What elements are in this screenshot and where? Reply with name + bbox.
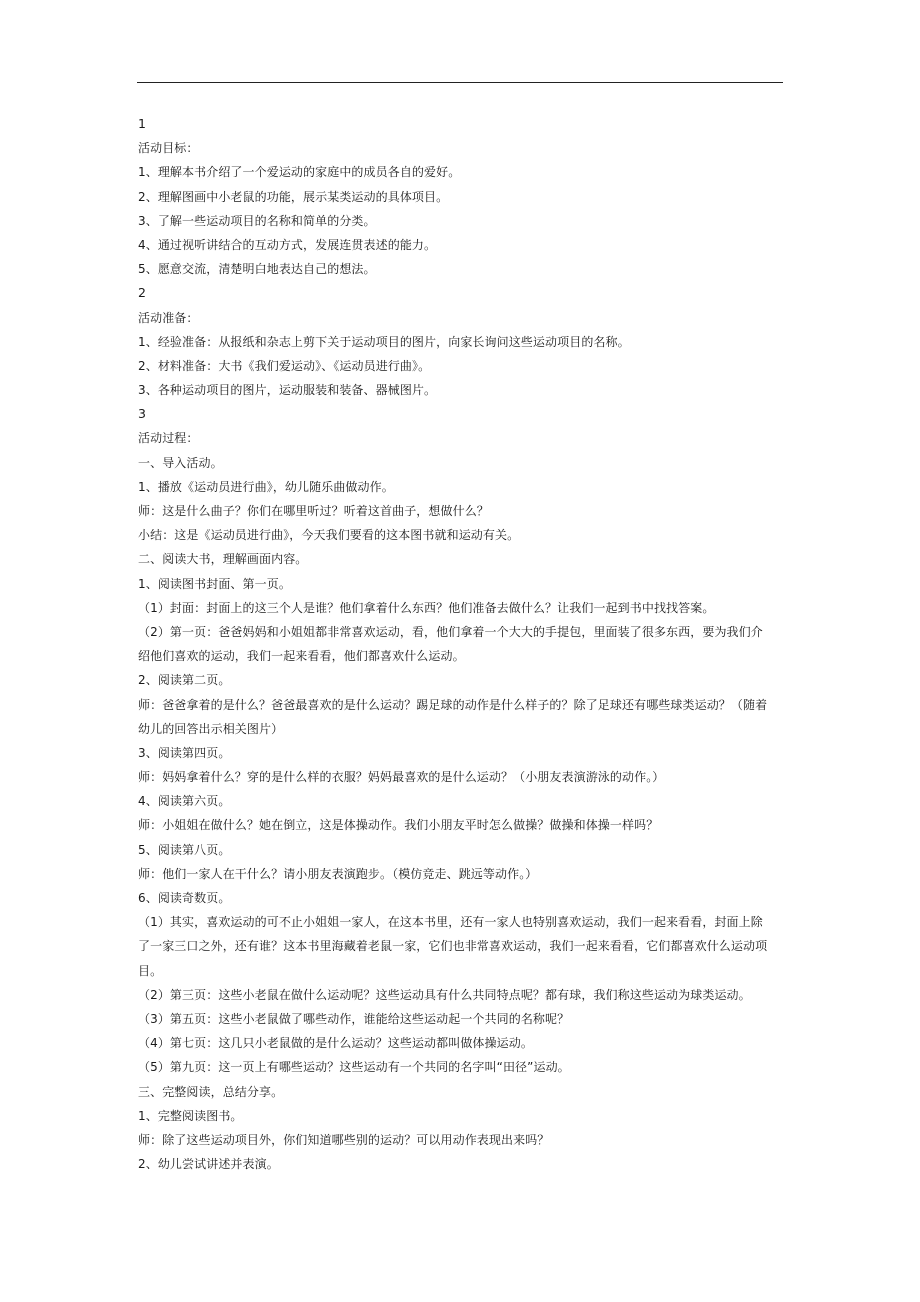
text-line: （1）封面：封面上的这三个人是谁？他们拿着什么东西？他们准备去做什么？让我们一起到书中找找答案。: [138, 600, 715, 615]
text-line: 师：妈妈拿着什么？穿的是什么样的衣服？妈妈最喜欢的是什么运动？（小朋友表演游泳的动作。）: [138, 770, 665, 785]
section-number: 2: [138, 285, 147, 301]
text-line: 小结：这是《运动员进行曲》，今天我们要看的这本图书就和运动有关。: [138, 528, 520, 543]
text-line: 三、完整阅读，总结分享。: [138, 1084, 284, 1099]
section-number: 1: [138, 116, 147, 131]
text-line: 2、幼儿尝试讲述并表演。: [138, 1157, 279, 1172]
text-line: 一、导入活动。: [138, 455, 223, 470]
section-heading: 活动目标：: [138, 141, 199, 156]
text-line: 5、阅读第八页。: [138, 842, 231, 857]
text-line: 4、通过视听讲结合的互动方式，发展连贯表述的能力。: [138, 237, 437, 252]
text-line: 4、阅读第六页。: [138, 794, 231, 809]
text-line: 师：这是什么曲子？你们在哪里听过？听着这首曲子，想做什么？: [138, 504, 489, 518]
text-line: 2、阅读第二页。: [138, 673, 231, 688]
text-line: 3、了解一些运动项目的名称和简单的分类。: [138, 213, 376, 228]
text-line: 绍他们喜欢的运动，我们一起来看看，他们都喜欢什么运动。: [138, 649, 465, 664]
text-line: 师：小姐姐在做什么？她在倒立，这是体操动作。我们小朋友平时怎么做操？做操和体操一样吗？: [138, 818, 659, 833]
text-line: 6、阅读奇数页。: [138, 891, 231, 905]
header-rule: [137, 82, 783, 83]
text-line: （5）第九页：这一页上有哪些运动？这些运动有一个共同的名字叫“田径”运动。: [138, 1060, 570, 1075]
text-line: 2、理解图画中小老鼠的功能，展示某类运动的具体项目。: [138, 189, 449, 204]
text-line: 二、阅读大书，理解画面内容。: [138, 552, 308, 567]
text-line: 3、阅读第四页。: [138, 745, 231, 760]
text-line: 5、愿意交流，清楚明白地表达自己的想法。: [138, 262, 376, 277]
text-line: （4）第七页：这几只小老鼠做的是什么运动？这些运动都叫做体操运动。: [138, 1036, 533, 1051]
text-line: 目。: [138, 963, 163, 978]
text-line: （2）第一页：爸爸妈妈和小姐姐都非常喜欢运动，看，他们拿着一个大大的手提包，里面装了很多东西，要为我们介: [138, 624, 763, 639]
text-line: 师：爸爸拿着的是什么？爸爸最喜欢的是什么运动？踢足球的动作是什么样子的？除了足球还有哪些球类运动？（随着: [138, 697, 768, 712]
text-line: （2）第三页：这些小老鼠在做什么运动呢？这些运动具有什么共同特点呢？都有球，我们称这些运动为球类运动。: [138, 987, 751, 1002]
section-heading: 活动准备：: [138, 310, 199, 325]
text-line: 1、理解本书介绍了一个爱运动的家庭中的成员各自的爱好。: [138, 165, 461, 180]
text-line: 1、播放《运动员进行曲》，幼儿随乐曲做动作。: [138, 479, 394, 494]
document-body: [138, 112, 788, 1176]
text-line: （1）其实，喜欢运动的可不止小姐姐一家人，在这本书里，还有一家人也特别喜欢运动，我们一起来看看，封面上除: [138, 915, 763, 930]
section-heading: 活动过程：: [138, 431, 199, 446]
text-line: 师：他们一家人在干什么？请小朋友表演跑步。（模仿竞走、跳远等动作。）: [138, 866, 538, 881]
section-number: 3: [138, 406, 147, 422]
text-line: 3、各种运动项目的图片，运动服装和装备、器械图片。: [138, 383, 437, 398]
text-line: 幼儿的回答出示相关图片）: [138, 721, 284, 736]
text-line: 1、完整阅读图书。: [138, 1108, 243, 1123]
text-line: 1、经验准备：从报纸和杂志上剪下关于运动项目的图片，向家长询问这些运动项目的名称。: [138, 334, 630, 349]
text-line: 2、材料准备：大书《我们爱运动》、《运动员进行曲》。: [138, 358, 431, 373]
text-line: 师：除了这些运动项目外，你们知道哪些别的运动？可以用动作表现出来吗？: [138, 1132, 550, 1147]
text-line: （3）第五页：这些小老鼠做了哪些动作，谁能给这些运动起一个共同的名称呢？: [138, 1011, 570, 1026]
text-line: 了一家三口之外，还有谁？这本书里海藏着老鼠一家，它们也非常喜欢运动，我们一起来看看，它们都喜欢什么运动项: [138, 939, 768, 954]
text-line: 1、阅读图书封面、第一页。: [138, 576, 291, 591]
